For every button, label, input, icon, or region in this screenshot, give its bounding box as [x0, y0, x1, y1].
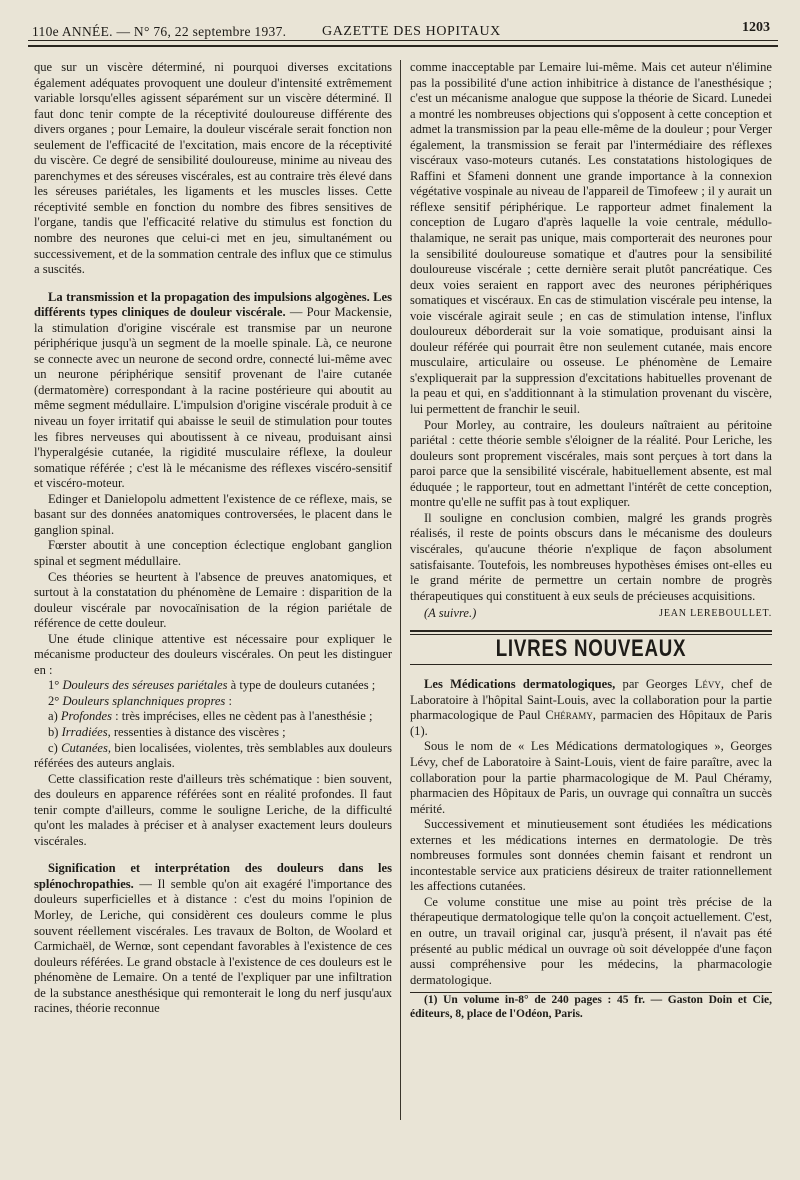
list-term: Douleurs splanchniques propres — [62, 693, 226, 708]
list-marker: b) — [48, 724, 62, 739]
book-text: , chef de Laboratoire à l'hôpital Saint-Louis, avec la collaboration pour la partie pharmacologique de Paul — [410, 677, 773, 723]
list-marker: 2° — [48, 693, 63, 708]
book-text: par Georges — [615, 677, 695, 692]
header-rule — [28, 40, 778, 41]
header-issue: 110e ANNÉE. — N° 76, 22 septembre 1937. — [32, 24, 287, 39]
list-text: bien localisées, violentes, très semblables aux douleurs référées des auteurs anglais. — [34, 740, 392, 771]
column-divider — [400, 60, 401, 1120]
right-column — [410, 60, 772, 1021]
list-marker: a) — [48, 709, 61, 724]
paragraph: Successivement et minutieusement sont étudiées les médications externes et les médications internes en dermatologie. De très nombreuses formules sont données chemin faisant et rendront un incontestable service aux praticiens désireux de traiter rationnellement les affections cutanées. — [410, 817, 772, 894]
list-item — [34, 709, 392, 725]
paragraph: Sous le nom de « Les Médications dermatologiques », Georges Lévy, chef de Laboratoire à Saint-Louis, vient de faire paraître, avec la collaboration pour la partie pharmacologique de M. Paul Chéramy, pharmacien des Hôpitaux de Paris, un ouvrage qui connaîtra un succès mérité. — [410, 739, 772, 816]
list-item — [34, 725, 392, 741]
list-text: ressenties à distance des viscères ; — [110, 724, 286, 739]
paragraph: Cette classification reste d'ailleurs très schématique : bien souvent, des douleurs en apparence référées sont en réalité profondes. Il faut tenir compte d'ailleurs, comme le souligne Leriche, de la difficulté qu'ont les malades à préciser et à analyser exactement leurs douleurs viscérales. — [34, 771, 392, 848]
page-header — [32, 12, 770, 42]
book-title: Les Médications dermatologiques, — [424, 677, 616, 692]
list-item — [34, 694, 392, 710]
paragraph: Ce volume constitue une mise au point très précise de la thérapeutique dermatologique telle qu'on la conçoit actuellement. C'est, en outre, un travail original car, jusqu'à présent, il n'avait pas été présenté au public médical un ouvrage où soit développée d'une façon aussi compréhensive pour les médecins, la pharmacologie dermatologique. — [410, 894, 772, 987]
article-signoff — [410, 606, 772, 622]
to-be-continued: (A suivre.) — [424, 606, 477, 621]
section-heading: Signification et interprétation des douleurs dans les splénochropathies. — [34, 861, 392, 891]
list-term: Cutanées, — [61, 740, 111, 755]
paragraph — [34, 290, 392, 492]
paragraph: Fœrster aboutit à une conception éclectique englobant ganglion spinal et segment médullaire. — [34, 538, 392, 568]
list-term: Douleurs des séreuses pariétales — [62, 678, 228, 693]
author-name: Lévy — [694, 677, 721, 692]
paragraph: comme inacceptable par Lemaire lui-même. Mais cet auteur n'élimine pas la possibilité d'une action inhibitrice à distance de l'anesthésique ; c'est un mécanisme analogue que suppose la théorie de Sicard. Lunedei a montré les nombreuses objections qui s'opposent à cette conception et admet la transmission par la peau elle-même de la douleur ; pour Verger également, la transmission se ferait par l'intermédiaire des réflexes viscéraux vaso-moteurs cutanés. Les constatations histologiques de Raffini et Sfameni donnent une grande importance à la connexion végétative vospinale au niveau de l'appareil de Timofeew ; il y aurait un réflexe sensitif périphérique. Le rapporteur admet finalement la conception de Lugaro d'après laquelle la voie centrale, médullo-thalamique, ne serait pas unique, mais comporterait des neurones pour la sensibilité douloureuse somatique et d'autres pour la sensibilité douloureuse viscérale ; cette dernière serait plutôt pancréatique. Ces deux voies seraient en rapport avec des neurones périphériques somatiques et viscéraux. En cas de stimulation viscérale peu intense, la voie viscérale agirait seule ; en cas de stimulation intense, l'influx douloureux déborderait sur la voie somatique, produisant ainsi la douleur référée qui pourrait être non seulement cutanée, mais encore musculaire, articulaire ou osseuse. Le phénomène de Lemaire s'expliquerait par la suppression d'excitations habituelles provenant de la peau et qui, en s'additionnant à la stimulation provenant du viscère, lui permettent de franchir le seuil. — [410, 60, 772, 417]
section-heading: La transmission et la propagation des impulsions algogènes. Les différents types cliniques de douleur viscérale. — [34, 289, 392, 320]
list-marker: c) — [48, 740, 62, 755]
book-text: , parmacien des Hôpitaux de Paris (1). — [410, 708, 772, 738]
footnote: (1) Un volume in-8° de 240 pages : 45 fr. — Gaston Doin et Cie, éditeurs, 8, place de l'Odéon, Paris. — [410, 994, 772, 1021]
paragraph: que sur un viscère déterminé, ni pourquoi diverses excitations également adéquates provoquent une douleur d'intensité extrêmement variable lorsqu'elles agissent séparément sur un viscère déterminé. Il faut donc tenir compte de la réceptivité douloureuse différente des divers organes ; pour Lemaire, la douleur viscérale serait fonction non seulement de l'efficacité de l'excitation, mais encore de la réceptivité du viscère. Ce degré de sensibilité douloureuse, minime au niveau des parenchymes et des séreuses viscérales, est au contraire très élevé dans les séreuses pariétales, les ligaments et les muscles lisses. Cette réceptivité semble en fonction du nombre des fibres sensitives de l'organe, tandis que l'efficacité relative du stimulus est fonction du nombre des neurones que celui-ci met en jeu, simultanément ou successivement, et de la sommation centrale des influx que ce stimulus a suscités. — [34, 60, 392, 277]
list-term: Irradiées, — [61, 724, 111, 739]
list-text: à type de douleurs cutanées ; — [227, 678, 376, 693]
journal-title: GAZETTE DES HOPITAUX — [322, 24, 501, 39]
list-text: : très imprécises, elles ne cèdent pas à l'anesthésie ; — [112, 709, 373, 724]
paragraph: Pour Morley, au contraire, les douleurs naîtraient au péritoine pariétal : cette théorie semble s'éloigner de la réalité. Pour Leriche, les douleurs sont proprement viscérales, mais sont perçues à tort dans la paroi parce que la sensibilité viscérale, habituellement absente, est mal éduquée ; le rapporteur, tout en admettant l'intérêt de cette conception, montre qu'elle ne suffit pas à tout expliquer. — [410, 417, 772, 510]
list-marker: 1° — [48, 678, 63, 693]
header-rule-thick — [28, 45, 778, 47]
paragraph: Une étude clinique attentive est nécessaire pour expliquer le mécanisme producteur des douleurs viscérales. On peut les distinguer en : — [34, 631, 392, 677]
paragraph — [34, 861, 392, 1016]
list-text: : — [225, 693, 232, 708]
left-column — [34, 60, 392, 1017]
title-underline — [410, 664, 772, 665]
section-rule — [410, 630, 772, 632]
section-title: LIVRES NOUVEAUX — [495, 634, 687, 662]
author-name: Chéramy — [545, 708, 593, 723]
list-item — [34, 741, 392, 772]
author-signature: JEAN LEREBOULLET. — [659, 608, 772, 620]
book-entry — [410, 677, 772, 739]
paragraph-text: — Pour Mackensie, la stimulation d'origine viscérale est transmise par un neurone périphérique jusqu'à un segment de la moelle spinale. Là, ce neurone se connecte avec un neurone de second ordre, connecté lui-même avec un neurone périphérique sensitif provenant de l'aire cutanée (dermatomère) correspondant à la racine postérieure qui aboutit au même segment médullaire. L'impulsion d'origine viscérale produit à ce niveau un foyer irritatif qui abaisse le seuil de stimulation pour toutes les fibres nerveuses qui aboutissent à ce niveau, produisant ainsi l'hyperalgésie cutanée, la rigidité musculaire réflexe, la douleur somatique référée ; c'est là le mécanisme des réflexes viscéro-sensitif et viscéro-moteur. — [34, 305, 392, 491]
list-item — [34, 678, 392, 694]
paragraph-text: — Il semble qu'on ait exagéré l'importance des douleurs superficielles et à distance : c'est du moins l'opinion de Morley, de Leriche, qui considèrent ces douleurs comme le plus souvent réellement viscérales. Les travaux de Bolton, de Woolard et Carmichaël, de Wernœ, sont cependant favorables à l'existence de ces douleurs référées. Le grand obstacle à l'existence de ces douleurs est le phénomène de Lemaire. On a tenté de l'expliquer par une infiltration de la substance anesthésique qui remonterait le long du nerf jusqu'aux racines, théorie reconnue — [34, 876, 392, 1016]
paragraph: Ces théories se heurtent à l'absence de preuves anatomiques, et surtout à la constatation du phénomène de Lemaire : disparition de la douleur viscérale par novocaïnisation de la région pariétale de référence de cette douleur. — [34, 569, 392, 631]
paragraph: Edinger et Danielopolu admettent l'existence de ce réflexe, mais, se basant sur des données anatomiques controversées, le placent dans le ganglion spinal. — [34, 491, 392, 537]
page-number: 1203 — [742, 20, 770, 35]
list-term: Profondes — [60, 709, 113, 724]
paragraph: Il souligne en conclusion combien, malgré les grands progrès réalisés, il reste de points obscurs dans le mécanisme des douleurs viscérales, qu'aucune théorie n'explique de façon absolument satisfaisante. Toutefois, les nombreuses hypothèses émises ont-elles eu le grand mérite de permettre un certain nombre de progrès thérapeutiques qui constituent à eux seuls de précieuses acquisitions. — [410, 510, 772, 603]
